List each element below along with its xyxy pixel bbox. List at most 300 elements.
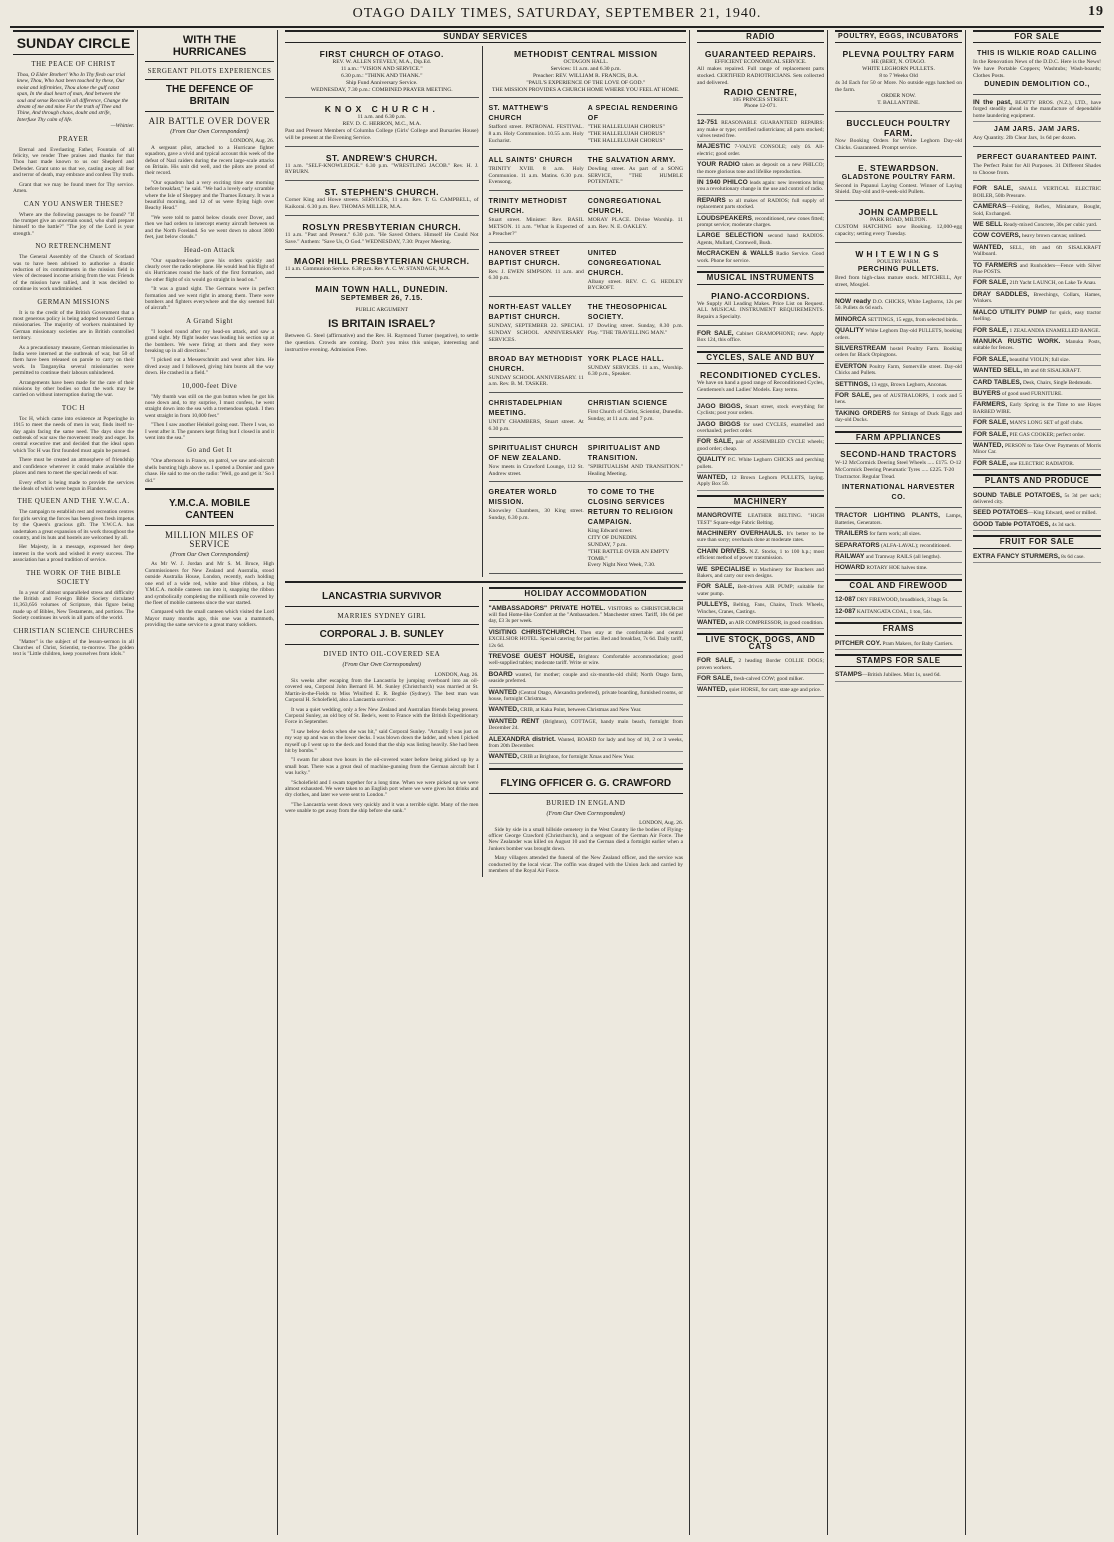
body-text: In a year of almost unparalleled stress and difficulty the British and Foreign Bible Society circulated 11,363,656 volumes of Scripture, this figure being made up of Bibles, New Testaments, and portions. The Society continues its work in all parts of the world. (13, 589, 134, 622)
holiday-flying-column (489, 587, 687, 877)
classified-ad: RAILWAY and Tramway RAILS (all lengths). (835, 552, 962, 563)
all-saints-title: ALL SAINTS' CHURCH (488, 156, 573, 164)
methodist-sub: OCTAGON HALL. (563, 59, 609, 66)
classified-ad: FOR SALE, Cabinet GRAMOPHONE; new. Apply Box 124, this office. (697, 329, 824, 347)
ad-st-stephens (285, 184, 479, 216)
plants-heading: PLANTS AND PRODUCE (973, 474, 1101, 487)
ad-st-matthews (489, 101, 684, 149)
section-grand-sight: A Grand Sight (186, 316, 233, 325)
classified-ad: FOR SALE, 21ft Yacht LAUNCH, on Lake Te Anau. (973, 278, 1101, 289)
stamps-heading: STAMPS FOR SALE (835, 654, 962, 667)
classified-ad: CARD TABLES, Desk, Chairs, Single Bedsteads. (973, 378, 1101, 389)
sunday-circle-heading: SUNDAY CIRCLE (13, 30, 134, 55)
classified-ad: QUALITY White Leghorn Day-old PULLETS, booking orders. (835, 326, 962, 344)
body-text: As Mr W. J. Jordan and Mr S. M. Bruce, High Commissioners for New Zealand and Australia, stood outside Australia House, London, recently, each holding one end of a wide red, white and blue ribbon, a big Y.M.C.A. mobile canteen ran into it, snapping the ribbon and symbolically completing the millionth mile covered by the fleet of mobile canteens since the war started. Compared with the small canteen which visited the Lord Mayor many months ago, this one was a mammoth, providing the same service to a great many soldiers. (145, 561, 274, 629)
body-text: Dowling street. As part of a SONG SERVICE, "THE HUMBLE POTENTATE." (587, 165, 683, 186)
ad-christadelphian-science (489, 396, 684, 438)
body-text: First Church of Christ, Scientist, Dunedin. Sunday, at 11 a.m. and 7 p.m. (587, 409, 683, 422)
body-text: "Matter" is the subject of the lesson-sermon in all Churches of Christ, Scientist, to-morrow. The golden text is "Little children, keep yourselves from idols." (13, 638, 134, 658)
section-go-get-it: Go and Get It (187, 446, 232, 455)
classified-ad: SETTINGS, 13 eggs, Brown Leghorn, Anconas. (835, 380, 962, 391)
whitewings-title: WHITEWINGS (855, 248, 942, 259)
classified-ad: WANTED RENT (Brighton), COTTAGE, handy main beach, fortnight from December 24. (489, 717, 684, 735)
newspaper-page (10, 30, 1104, 1535)
radio-centre-phone: Phone 12-071. (744, 103, 777, 110)
body-text: 17 Dowling street. Sunday, 8.30 p.m. Play. "THE TRAVELLING MAN." (587, 323, 683, 336)
classified-ad: SEPARATORS (ALFA-LAVAL); reconditioned. (835, 541, 962, 552)
trinity-title: TRINITY METHODIST CHURCH. (488, 198, 568, 216)
musical-heading: MUSICAL INSTRUMENTS (697, 271, 824, 284)
classified-ad: WANTED, SELL, 8ft and 6ft SISALKRAFT Wallboard. (973, 243, 1101, 261)
section-head-on-attack: Head-on Attack (183, 245, 236, 254)
classified-ad: SOUND TABLE POTATOES, 5s 3d per sack; delivered city. (973, 491, 1101, 509)
body-text: Stuart street. Minister: Rev. BASIL METSON. 11 a.m. "What is Expected of a Preacher?" (488, 217, 584, 237)
israel-heading: IS BRITAIN ISRAEL? (328, 317, 436, 330)
wilkie-title: THIS IS WILKIE ROAD CALLING (976, 50, 1098, 58)
body-text: Between G. Steel (affirmative) and the Rev. H. Raymond Turner (negative), to settle the question. Crowds are coming. Don't you miss this unique, interesting and instructive evening. Admission Free. (285, 332, 479, 353)
body-text: Any Quantity. 2lb Clear Jars, 1s 6d per dozen. (973, 135, 1077, 142)
campbell-title: JOHN CAMPBELL (858, 207, 939, 218)
body-text: Toc H, which came into existence at Poperinghe in 1915 to meet the needs of men in war, finds itself to-day again facing the same need. The days since the outbreak of war saw the movement ready and eager. Its central executive met and decided that the ideal upon which Toc H was first founded must again be pursued. There must be created an atmosphere of friendship and confidence wherever it could make available the places and men to meet the special needs of war. Every effort is being made to provide the services the ideals of which were begun in Flanders. (13, 415, 134, 492)
ad-roslyn (285, 219, 479, 251)
classified-ad: EVERTON Poultry Farm, Somerville street. Day-old Chicks and Pullets. (835, 362, 962, 380)
classified-ad: BOARD wanted, for mother; couple and six-months-old child; North Otago farm, seaside preferred. (489, 670, 684, 688)
classified-ad: JAGO BIGGS, Stuart street, stock everything for Cyclists; post your orders. (697, 402, 824, 420)
jam-title: JAM JARS. JAM JARS. (993, 126, 1081, 134)
body-text: "SPIRITUALISM AND TRANSITION." Healing Meeting. (587, 463, 683, 477)
column-poultry (832, 30, 966, 1535)
whitewings-sub: POULTRY FARM. (876, 258, 920, 265)
classified-ad: QUALITY P.C. White Leghorn CHICKS and perching pullets. (697, 455, 824, 473)
machinery-heading: MACHINERY (697, 495, 824, 508)
main-town-date: SEPTEMBER 26, 7.15. (340, 295, 423, 303)
classified-ad: VISITING CHRISTCHURCH. Then stay at the comfortable and central EXCELSIOR HOTEL. Special catering for parties. Bed and breakfast, 7s 6d. Daily tariff, 12s 6d. (489, 628, 684, 652)
body-text: Second in Papanui Laying Contest. Winner of Laying Shield. Day-old and 8-week-old Pullets. (835, 182, 962, 196)
ad-spiritualist (489, 441, 684, 483)
classified-ad: FOR SALE, 2 heading Border COLLIE DOGS; proven workers. (697, 656, 824, 674)
knox-title: KNOX CHURCH. (324, 104, 439, 115)
body-text: 4s 3d Each for 50 or More. No outside eggs hatched on the farm. (835, 79, 962, 93)
ad-broad-bay-york (489, 352, 684, 394)
gladstone-title: GLADSTONE POULTRY FARM. (841, 173, 956, 181)
hanover-title: HANOVER STREET BAPTIST CHURCH. (488, 249, 561, 267)
first-church-title: FIRST CHURCH OF OTAGO. (319, 49, 444, 60)
ad-piano-accordions (697, 288, 824, 326)
st-andrews-title: ST. ANDREW'S CHURCH. (325, 152, 438, 163)
closing-line: SUNDAY, 7 p.m. (587, 541, 627, 548)
body-text: We Supply All Leading Makes. Price List on Request. ALL MUSICAL INSTRUMENT REQUIREMENTS. Repairs a Specialty. (697, 300, 824, 321)
hurricanes-heading: WITH THE HURRICANES (145, 30, 274, 62)
classified-ad: SILVERSTREAM hostel Poultry Farm. Booking orders for Black Orpingtons. (835, 344, 962, 362)
masthead-title: OTAGO DAILY TIMES, SATURDAY, SEPTEMBER 21, 1940. (352, 6, 762, 21)
recond-title: RECONDITIONED CYCLES. (699, 370, 821, 381)
classified-ad: CHAIN DRIVES. N.Z. Stocks, 1 to 100 h.p.; most efficient method of power transmission. (697, 547, 824, 565)
byline: (From Our Own Correspondent) (170, 552, 249, 559)
lancastria-article (285, 587, 483, 877)
methodist-line: THE MISSION PROVIDES A CHURCH HOME WHERE YOU FEEL AT HOME. (491, 86, 680, 93)
classified-ad: WANTED, PERSON to Take Over Payments of Morris Minor Car. (973, 441, 1101, 459)
classified-ad: 12-087 KAITANGATA COAL, 1 ton, 54s. (835, 607, 962, 618)
classified-ad: WE SPECIALISE in Machinery for Butchers and Bakers, and carry our own designs. (697, 565, 824, 583)
classified-ad: TAKING ORDERS for Sittings of Duck Eggs and day-old Ducks. (835, 409, 962, 427)
classified-ad: LARGE SELECTION second hand RADIOS. Agents, Mullard, Cromwell, Bush. (697, 231, 824, 249)
dateline: LONDON, Aug. 26. (230, 138, 274, 145)
harvester-title: INTERNATIONAL HARVESTER CO. (841, 484, 955, 502)
farm-heading: FARM APPLIANCES (835, 431, 962, 444)
ad-st-andrews (285, 150, 479, 182)
closing-line: "THE BATTLE OVER AN EMPTY TOMB." (587, 548, 670, 562)
section-queen-ywca: THE QUEEN AND THE Y.W.C.A. (17, 497, 130, 506)
united-title: UNITED CONGREGATIONAL CHURCH. (587, 249, 662, 277)
classified-ad: HOWARD ROTARY HOE halves time. (835, 563, 962, 574)
body-text: Knowsley Chambers, 30 King street. Sunday, 6.30 p.m. (488, 508, 584, 522)
classified-ad: FOR SALE, fresh-calved COW; good milker. (697, 674, 824, 685)
body-text: Corner King and Howe streets. SERVICES, 11 a.m. Rev. T. G. CAMPBELL, of Kaikorai. 6.30 p.m. Rev. THOMAS MILLER, M.A. (285, 197, 479, 210)
flying-officer-sub: BURIED IN ENGLAND (546, 798, 626, 807)
body-text: Side by side in a small hillside cemetery in the West Country lie the bodies of Flying-officer George Crawford (Christchurch), and a sergeant of the German Air Force. The New Zealander was killed on August 10 and the German died a fortnight earlier when a Junkers bomber was brought down. Many villagers attended the funeral of the New Zealand officer, and the service was conducted by the local vicar. The coffin was draped with the Union Jack and carried by members of the Royal Air Force. (488, 826, 683, 875)
classified-ad: REPAIRS to all makes of RADIOS; full supply of replacement parts stocked. (697, 196, 824, 214)
body-text: SUNDAY, SEPTEMBER 22. SPECIAL SUNDAY SCHOOL ANNIVERSARY SERVICES. (488, 323, 584, 343)
ambassadors-title: "AMBASSADORS" PRIVATE HOTEL. (488, 604, 606, 612)
classified-ad: CAMERAS—Folding, Reflex, Miniature, Bought, Sold, Exchanged. (973, 202, 1101, 220)
methodist-title: METHODIST CENTRAL MISSION (513, 49, 658, 60)
classified-ad: WANTED, CRIB at Brighton, for fortnight Xmas and New Year. (489, 752, 684, 763)
ad-ne-valley-theosophical (489, 300, 684, 348)
body-text: 11 a.m. Communion Service. 6.30 p.m. Rev. A. C. W. STANDAGE, M.A. (285, 266, 451, 273)
divider (145, 488, 274, 490)
knox-line: 11 a.m. and 6.30 p.m. (357, 114, 406, 121)
classified-ad: FOR SALE, SMALL VERTICAL ELECTRIC BOILER, 50lb Pressure. (973, 184, 1101, 202)
section-toc-h: TOC H (61, 403, 86, 412)
frams-heading: FRAMS (835, 622, 962, 635)
body-text: Past and Present Members of Columba College (Girls' College and Bursaries House) will be present at the Evening Service. (285, 127, 479, 141)
body-text: The Perfect Paint for All Purposes. 31 Different Shades to Choose from. (973, 162, 1101, 176)
poem-author: —Whittier. (110, 123, 134, 130)
classified-ad: EXTRA FANCY STURMERS, 8s 6d case. (973, 552, 1101, 563)
classified-ad: TREVOSE GUEST HOUSE, Brighton: Comfortable accommodation; good well-supplied tables; moderate tariff. Write or wire. (489, 652, 684, 670)
classified-ad: NOW ready D.O. CHICKS, White Leghorns, 12s per 50. Pullets 4s 6d each. (835, 297, 962, 315)
ad-campbell (835, 204, 962, 242)
chorus-line: "THE HALLELUJAH CHORUS" (587, 124, 665, 131)
body-text: "I looked round after my head-on attack, and saw a grand sight. My flight leader was leading his section up at the bombers. We were firing at them and they were breaking up in all directions." "I picked out a Messerschmitt and went after him. He dived away and I followed, giving him bursts all the way down. He crashed in a field." (145, 328, 274, 377)
hurricanes-sub2: THE DEFENCE OF BRITAIN (145, 79, 274, 112)
plevna-line: ORDER NOW. (881, 93, 916, 100)
st-stephens-title: ST. STEPHEN'S CHURCH. (324, 187, 440, 198)
lancastria-sub3: DIVED INTO OIL-COVERED SEA (323, 650, 441, 659)
ad-stewardson (835, 160, 962, 202)
classified-ad: COW COVERS, heavy brown canvas; unlined. (973, 231, 1101, 242)
hurricanes-sub1: SERGEANT PILOTS EXPERIENCES (147, 67, 272, 75)
dunedin-demolition: DUNEDIN DEMOLITION CO., (984, 80, 1090, 88)
classified-ad: FOR SALE, beautiful VIOLIN; full size. (973, 355, 1101, 366)
ad-reconditioned-cycles (697, 367, 824, 399)
christian-science-title: CHRISTIAN SCIENCE (587, 400, 668, 408)
congregational-title: CONGREGATIONAL CHURCH. (587, 198, 662, 216)
ad-main-town-hall (285, 281, 479, 357)
classified-ad: TRAILERS for farm work; all sizes. (835, 529, 962, 540)
classified-ad: SEED POTATOES—King Edward, seed or milled. (973, 508, 1101, 519)
classified-ad: WANTED (Central Otago, Alexandra preferred), private boarding, furnished rooms, or house, fortnight Christmas. (489, 688, 684, 706)
column-sunday-circle (10, 30, 138, 1535)
lancastria-sub2: CORPORAL J. B. SUNLEY (285, 624, 479, 645)
for-sale-heading: FOR SALE (973, 30, 1101, 43)
greater-world-title: GREATER WORLD MISSION. (488, 489, 558, 507)
fruit-heading: FRUIT FOR SALE (973, 535, 1101, 548)
spiritualist2-title: SPIRITUALIST AND TRANSITION. (587, 444, 661, 462)
maori-hill-title: MAORI HILL PRESBYTERIAN CHURCH. (294, 256, 470, 267)
body-text: SUNDAY SERVICES. 11 a.m., Worship. 6.30 p.m., Speaker. (587, 364, 683, 378)
body-text: We have on hand a good range of Reconditioned Cycles, Gentlemen's and Ladies' Models. Easy terms. (697, 380, 824, 393)
closing-line: CITY OF DUNEDIN. (587, 535, 638, 542)
body-text: MORAY PLACE. Divine Worship. 11 a.m. Rev. N. E. OAKLEY. (587, 217, 683, 230)
body-text: The campaign to establish rest and recreation centres for girls serving the forces has been given fresh impetus by the Queen's gracious gift. The Y.W.C.A. has undertaken a great expansion of its work throughout the country, and its huts and hostels are welcomed by all. Her Majesty, in a message, expressed her deep interest in the work and wished it every success. The association has a proud tradition of service. (13, 509, 134, 564)
ad-jam-jars (973, 122, 1101, 147)
guaranteed-title: GUARANTEED REPAIRS. (704, 49, 817, 60)
classified-ad: MINORCA SETTINGS, 15 eggs, from selected birds. (835, 315, 962, 326)
body-text: The General Assembly of the Church of Scotland was to have been advised to authorise a drastic reduction of its commitments in the mission field in view of decreased income arising from the war. Friends of the mission have rallied, and it was decided to continue its work undiminished. (13, 254, 134, 293)
section-dive: 10,000-feet Dive (181, 381, 238, 390)
classified-ad: PULLEYS, Belting, Fans, Chains, Truck Wheels, Winches, Cranes, Castings. (697, 600, 824, 618)
section-german-missions: GERMAN MISSIONS (37, 297, 110, 306)
classified-ad: IN 1940 PHILCO leads again: new inventions bring you a revolutionary change in the use and control of radio. (697, 178, 824, 196)
poem-text: Thou, O Elder Brother! Who In Thy flesh our trial knew, Thou, Who hast been touched by these, Our moist and infirmities, Thou alone the gulf canst span, In the dual heart of man, And between the soul and sense Reconcile all difference, Change the dream of me and mine For the truth of Thee and Thine, And through chaos, doubt and strife, Interfuse Thy calm of life. (17, 72, 129, 123)
page-number: 19 (1088, 4, 1104, 19)
theosophical-title: THE THEOSOPHICAL SOCIETY. (587, 304, 668, 322)
salvation-title: THE SALVATION ARMY. (587, 156, 676, 164)
public-argument: PUBLIC ARGUMENT (355, 307, 409, 314)
body-text: 11 a.m. "Past and Present." 6.30 p.m. "He Saved Others. Himself He Could Not Save." Anthem: "Save Us, O God." WEDNESDAY, 7.30: Prayer Meeting. (285, 231, 479, 245)
broad-bay-title: BROAD BAY METHODIST CHURCH. (488, 355, 583, 373)
campbell-sub: PARK ROAD, MILTON. (870, 217, 927, 224)
body-text: "My thumb was still on the gun button when he got his nose down and, to my surprise, I must confess, he went straight down into the sea with a tremendous splash. I then went straight in from 10,000 feet." "Then I saw another Heinkel going east. There I was, so I went after it. The gunners kept firing but I closed in and it went into the sea." (145, 393, 274, 442)
body-text: TRINITY XVIII. 8 a.m. Holy Communion. 11 a.m. Matins. 6.30 p.m. Evensong. (488, 165, 584, 186)
plevna-line: T. BALLANTINE. (877, 100, 920, 107)
services-left (285, 46, 483, 577)
dateline: LONDON, Aug. 26. (434, 671, 479, 678)
chorus-line: "THE HALLELUJAH CHORUS" (587, 131, 665, 138)
masthead (10, 4, 1104, 24)
body-text: "Our squadron-leader gave his orders quickly and clearly over the radio telephone. He would lead his flight of six Hurricanes round the back of the first formation, and the other flight of six would go straight in head on." "It was a grand sight. The Germans were in perfect formation and we went right in among them. There were bombers and fighters everywhere and the sky seemed full of aircraft." (145, 257, 274, 312)
ad-wilkie-road (973, 46, 1101, 94)
classified-ad: WANTED, CRIB, at Kaka Point, between Christmas and New Year. (489, 705, 684, 716)
body-text: Rev. J. EWEN SIMPSON. 11 a.m. and 6.30 p.m. (488, 268, 584, 282)
special-rendering: A SPECIAL RENDERING OF (587, 105, 679, 123)
canteen-heading: Y.M.C.A. MOBILE CANTEEN (145, 494, 274, 526)
classified-ad: YOUR RADIO taken as deposit on a new PHILCO; the more glorious tone and lifelike reproduction. (697, 160, 824, 178)
column-radio (694, 30, 828, 1535)
classified-ad: JAGO BIGGS for used CYCLES, enamelled and overhauled; perfect order. (697, 420, 824, 438)
york-title: YORK PLACE HALL. (587, 355, 665, 363)
piano-title: PIANO-ACCORDIONS. (711, 290, 810, 301)
ad-methodist (489, 46, 684, 98)
classified-ad: MALCO UTILITY PUMP for quick, easy tractor fuelling. (973, 308, 1101, 326)
classified-ad: FOR SALE, PIE GAS COOKER; perfect order. (973, 430, 1101, 441)
poultry-heading: POULTRY, EGGS, INCUBATORS (835, 30, 962, 43)
chorus-line: "THE HALLELUJAH CHORUS" (587, 137, 665, 144)
ad-whitewings (835, 246, 962, 294)
ad-all-saints-salvation (489, 153, 684, 191)
classified-ad: ALEXANDRA district. Wanted, BOARD for lady and boy of 10, 2 or 3 weeks, from 20th December. (489, 735, 684, 753)
classified-ad: MANGROVITE LEATHER BELTING. "HIGH TEST" Square-edge Fabric Belting. (697, 511, 824, 529)
body-text: Six weeks after escaping from the Lancastria by jumping overboard into an oil-covered sea, Corporal John Bernard H. M. Sunley (Christchurch) was married at St. Martin-in-the-Fields to Miss Winifred E. R. Begbie (Sydney). The best man was Corporal H. Scholefield, also a Lancastria survivor. It was a quiet wedding, only a few New Zealand and Australian friends being present. Corporal Sunley, an old boy of St. Bede's, went to France with the British Expeditionary Force in September. "I saw below decks when she was hit," said Corporal Sunley. "Actually I was just on my way up and was on the lower decks. I was blown down the ladder, and when I picked myself up I went up to the deck and found that the ship was listing heavily. She had been hit by bombs." "I swam for about two hours in the oil-covered water before being picked up by a small boat. There was a great deal of machine-gunning from the German aircraft but I was lucky." "Scholefield and I swam together for a long time. When we were picked up we were almost exhausted. We were taken to an English port where we were given hot drinks and dry clothes, and later we were sent to London." "The Lancastria went down very quickly and it was a terrible sight. Many of the men were unable to get away from the ship before she sank." (285, 677, 479, 815)
classified-ad: FOR SALE, 1 ZEALANDIA ENAMELLED RANGE. (973, 326, 1101, 337)
spiritualist1-title: SPIRITUALIST CHURCH OF NEW ZEALAND. (488, 444, 579, 462)
body-text: W-12 McCormick Deering Steel Wheels ..... £175. O-12 McCormick Deering Pneumatic Tyres ..... £225. T-20 Tractractor. Regular Tread. (835, 460, 962, 480)
radio-centre-title: RADIO CENTRE, (723, 86, 798, 97)
radio-heading: RADIO (697, 30, 824, 43)
plevna-line: WHITE LEGHORN PULLETS. (862, 66, 935, 73)
classified-ad: MACHINERY OVERHAULS. It's better to be sure than sorry; overhauls done at moderate rates. (697, 529, 824, 547)
body-text: "One afternoon in France, on patrol, we saw anti-aircraft shells bursting high above us. I spotted a Dornier and gave chase. He said to me on the radio: 'Well, go and get it.' So I did." (145, 458, 274, 484)
body-text: SUNDAY SCHOOL ANNIVERSARY. 11 a.m. Rev. B. M. TASKER. (488, 374, 584, 388)
column-hurricanes (142, 30, 278, 1535)
dateline: LONDON, Aug. 26. (639, 820, 683, 827)
byline: (From Our Own Correspondent) (170, 129, 249, 135)
body-text: Now Booking Orders for White Leghorn Day-old Chicks. Guaranteed. Prompt service. (835, 137, 962, 151)
classified-ad: FOR SALE, Belt-driven AIR PUMP; suitable for water pump. (697, 582, 824, 600)
classified-ad: WANTED SELL, 8ft and 6ft SISALKRAFT. (973, 366, 1101, 377)
classified-ad: FARMERS, Early Spring is the Time to use Hayes BARBED WIRE. (973, 400, 1101, 418)
classified-ad: WE SELL Ready-mixed Concrete, 30s per cubic yard. (973, 220, 1101, 231)
classified-ad: TRACTOR LIGHTING PLANTS, Lamps, Batteries, Generators. (835, 511, 962, 529)
body-text: CUSTOM HATCHING now Booking. 12,000-egg capacity; setting every Tuesday. (835, 223, 962, 237)
closing-line: Every Night Next Week, 7.30. (587, 562, 656, 569)
body-text: Where are the following passages to be found? "If the trumpet give an uncertain sound, who shall prepare himself to the battle?" "The joy of the Lord is your strength." (13, 211, 134, 237)
plevna-title: PLEVNA POULTRY FARM (842, 49, 955, 60)
ad-first-church (285, 46, 479, 98)
coal-heading: COAL AND FIREWOOD (835, 579, 962, 592)
classified-ad: LOUDSPEAKERS, reconditioned, new cones fitted; prompt service; moderate charges. (697, 214, 824, 232)
methodist-line: "PAUL'S EXPERIENCE OF THE LOVE OF GOD." (526, 79, 646, 86)
divider (489, 768, 684, 770)
lancastria-sub1: MARRIES SYDNEY GIRL (337, 612, 427, 621)
body-text: UNITY CHAMBERS, Stuart street. At 6.30 p.m. (488, 419, 584, 432)
plevna-line: HE (BERT, N. OTAGO. (871, 59, 926, 66)
classified-ad: FOR SALE, MAN'S LONG SET of golf clubs. (973, 418, 1101, 429)
ad-plevna (835, 46, 962, 112)
classified-ad: FOR SALE, pair of ASSEMBLED CYCLE wheels; good order; cheap. (697, 437, 824, 455)
classified-ad: BUYERS of good used FURNITURE. (973, 389, 1101, 400)
classified-ad: IN the past, BEATTY BROS. (N.Z.), LTD., have forged steadily ahead in the manufacture of dependable home laundering equipment. (973, 98, 1101, 122)
classified-ad: 12-751 REASONABLE GUARANTEED REPAIRS: any make or type; certified radiotricians; all parts stocked; valves tested free. (697, 118, 824, 142)
poem-title: THE PEACE OF CHRIST (31, 60, 116, 68)
classified-ad: TO FARMERS and Runholders—Fence with Silver Pine POSTS. (973, 261, 1101, 279)
tractors-title: SECOND-HAND TRACTORS (840, 450, 957, 460)
services-right (489, 46, 687, 577)
body-text: It is to the credit of the British Government that a most generous policy is being adopted toward German missionaries. The majority of workers maintained by German missionary societies are in British controlled territory. As a precautionary measure, German missionaries in India were interned at the outbreak of war, but 50 of them have been released on parole to carry on their work. In Tanganyika several missionaries were permitted to continue their labours unhindered. Arrangements have been made for the care of their missions by other bodies so that the work may be carried on without interruption during the war. (13, 309, 134, 399)
section-retrenchment: NO RETRENCHMENT (35, 242, 112, 251)
classified-ad: WANTED, quiet HORSE, for cart; state age and price. (697, 685, 824, 696)
first-church-line: Ship Fund Anniversary Service. (346, 79, 418, 86)
stewardson-title: E. STEWARDSON. (858, 162, 939, 173)
body-text: 11 a.m. "SELF-KNOWLEDGE." 6.30 p.m. "WRESTLING JACOB." Rev. H. J. RYBURN. (285, 162, 479, 176)
sunday-services-heading: SUNDAY SERVICES (285, 30, 686, 43)
christadelphian-title: CHRISTADELPHIAN MEETING. (488, 400, 563, 418)
ad-maori-hill (285, 253, 479, 278)
classified-ad: MAJESTIC 7-VALVE CONSOLE; only £6. All-electric; good order. (697, 142, 824, 160)
column-sunday-services (282, 30, 690, 1535)
roslyn-title: ROSLYN PRESBYTERIAN CHURCH. (302, 221, 462, 232)
section-prayer: PRAYER (58, 134, 89, 143)
perfect-title: PERFECT GUARANTEED PAINT. (976, 153, 1098, 161)
ad-tractors (835, 447, 962, 508)
methodist-line: Preacher: REV. WILLIAM R. FRANCIS, B.A. (533, 73, 639, 79)
body-text: Now meets in Crawford Lounge, 112 St. Andrew street. (488, 463, 584, 477)
lower-articles (285, 587, 686, 877)
classified-ad: FOR SALE, pen of AUSTRALORPS, 1 cock and 5 hens. (835, 391, 962, 409)
classified-ad: WANTED, an AIR COMPRESSOR, in good condition. (697, 618, 824, 629)
methodist-line: Services: 11 a.m. and 6.30 p.m. (550, 66, 621, 73)
radio-centre-addr: 105 PRINCES STREET. (732, 96, 789, 103)
masthead-rule (10, 26, 1104, 28)
classified-ad: STAMPS—British Jubilees. Mint 1s, used 6d. (835, 670, 962, 681)
first-church-line: REV. W. ALLEN STEVELY, M.A., Dip.Ed. (332, 59, 432, 66)
classified-ad: "AMBASSADORS" PRIVATE HOTEL. VISITORS to CHRISTCHURCH will find Home-like Comfort at the "Ambassadors." Manchester street. Tariff, 10s 6d per day, £3 3s per week. (489, 604, 684, 628)
classified-ad: FOR SALE, one ELECTRIC RADIATOR. (973, 459, 1101, 470)
guaranteed-sub: EFFICIENT ECONOMICAL SERVICE. (714, 59, 807, 66)
body-text: Stafford street. PATRONAL FESTIVAL. 8 a.m. Holy Communion. 10.55 a.m. Holy Eucharist. (488, 124, 584, 144)
first-church-line: 6.30 p.m.: "THINK AND THANK." (340, 73, 423, 79)
ad-trinity-congregational (489, 194, 684, 242)
flying-officer-heading: FLYING OFFICER G. G. CRAWFORD (489, 774, 684, 794)
holiday-heading: HOLIDAY ACCOMMODATION (489, 587, 684, 600)
canteen-sub: MILLION MILES OF SERVICE (165, 530, 254, 550)
body-text: A sergeant pilot, attached to a Hurricane fighter squadron, gave a vivid and typical account this week of the defeat of Nazi raiders during the recent large-scale attacks on Britain. His unit did well, and the pilots are proud of their record. "Our squadron had a very exciting time one morning before breakfast," he said. "We had a lovely early scramble where the Isle of Sheppey and the Thames Estuary. It was a beautiful morning, and 12 of us were flying high over Beachy Head." "We were told to patrol below clouds over Dover, and then we had orders to intercept enemy aircraft between us and the North Foreland. So we went down to about 3000 feet, just below clouds." (145, 144, 274, 241)
byline: (From Our Own Correspondent) (546, 810, 625, 817)
cycles-heading: CYCLES, SALE AND BUY (697, 351, 824, 364)
body-text: In the Renovation News of the D.D.C. Here is the News! We have Portable Coppers; Washtubs; Wash-boards; Clothes Posts. (973, 59, 1101, 79)
divider (285, 581, 686, 583)
perching-title: PERCHING PULLETS. (857, 266, 940, 274)
ad-buccleuch (835, 115, 962, 157)
hurricanes-sub3: AIR BATTLE OVER DOVER (148, 116, 271, 126)
classified-ad: 12-087 DRY FIREWOOD, broadbiock, 3 bags 5s. (835, 595, 962, 606)
section-christian-science: CHRISTIAN SCIENCE CHURCHES (13, 626, 134, 635)
plevna-line: 8 to 7 Weeks Old (879, 73, 918, 79)
ne-valley-title: NORTH-EAST VALLEY BAPTIST CHURCH. (488, 304, 572, 322)
classified-ad: GOOD Table POTATOES, 4s 3d sack. (973, 520, 1101, 531)
section-bible-society: THE WORK OF THE BIBLE SOCIETY (25, 568, 122, 586)
ad-perfect-paint (973, 150, 1101, 182)
main-town-title: MAIN TOWN HALL, DUNEDIN. (315, 284, 449, 295)
services-grid (285, 46, 686, 577)
byline: (From Our Own Correspondent) (342, 662, 421, 669)
first-church-line: 11 a.m.: "VISION AND SERVICE." (340, 66, 423, 73)
section-questions: CAN YOU ANSWER THESE? (23, 199, 124, 208)
body-text: Bred from high-class mature stock. MITCHELL, Ayr street, Mosgiel. (835, 275, 962, 289)
body-text: Eternal and Everlasting Father, Fountain of all felicity, we render Thee praises and thanks for that Thou hast made known to us our Shepherd and Defender. Grant unto us that we, casting away all fear and terror of death, may embrace and confess Thy truth. Grant that we may be found meet for Thy service. Amen. (13, 146, 134, 195)
ad-greater-world-closing (489, 485, 684, 574)
classified-ad: DRAY SADDLES, Breechings, Collars, Hames, Winkers. (973, 290, 1101, 308)
classified-ad: McCRACKEN & WALLS Radio Service. Good work. Phone for service. (697, 249, 824, 267)
ad-knox (285, 101, 479, 146)
lancastria-heading: LANCASTRIA SURVIVOR (285, 587, 479, 607)
classified-ad: WANTED, 12 Brown Leghorn PULLETS, laying. Apply Box 50. (697, 473, 824, 491)
classified-ad: MANUKA RUSTIC WORK. Manuka Posts, suitable for fences. (973, 337, 1101, 355)
closing-title: TO COME TO THE CLOSING SERVICES RETURN TO RELIGION CAMPAIGN. (587, 489, 674, 527)
closing-line: King Edward street. (587, 528, 633, 535)
body-text: All makes repaired. Full range of replacement parts stocked. CERTIFIED RADIOTRICIANS. Sets collected and delivered. (697, 66, 824, 86)
livestock-heading: LIVE STOCK, DOGS, AND CATS (697, 633, 824, 653)
ad-hanover-united (489, 246, 684, 298)
knox-line: REV. D. C. HERRON, M.C., M.A. (342, 121, 422, 128)
column-for-sale (970, 30, 1104, 1535)
body-text: Albany street. REV. C. G. HEDLEY BYCROFT. (587, 278, 683, 292)
ad-guaranteed-repairs (697, 46, 824, 115)
st-matthews-title: ST. MATTHEW'S CHURCH (488, 105, 549, 123)
buccleuch-title: BUCCLEUCH POULTRY FARM. (846, 117, 951, 138)
classified-ad: PITCHER COY. Pram Makers, for Baby Carriers. (835, 639, 962, 650)
